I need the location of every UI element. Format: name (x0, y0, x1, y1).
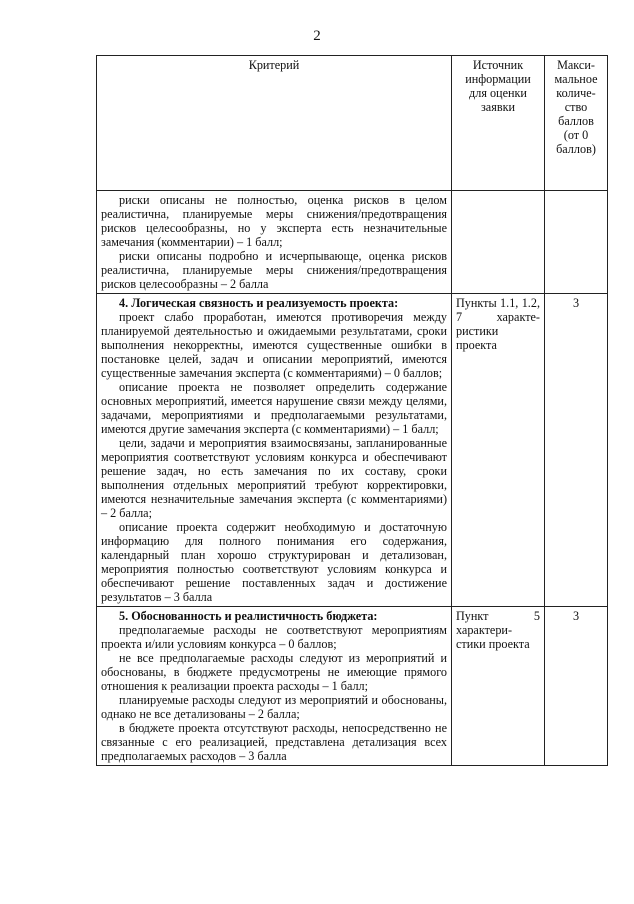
header-max-points: Макси-мальное количе-ство баллов (от 0 баллов) (545, 56, 608, 191)
section4-title: 4. Логическая связность и реализуемость проекта: (119, 296, 399, 310)
criteria-table (96, 55, 608, 766)
section4-paragraph: описание проекта содержит необходимую и достаточную информацию для полного понимания его содержания, календарный план хорошо структурирован и детализован, мероприятия полностью соответствуют условиям конкурса и обеспечивают решение поставленных задач и достижение результатов – 3 балла (101, 520, 447, 604)
continuation-paragraph: риски описаны не полностью, оценка рисков в целом реалистична, планируемые меры снижения/предотвращения рисков целесообразны, но у эксперта есть незначительные замечания (комментарии) – 1 балл; (101, 193, 447, 249)
section5-source: Пункт 5 характери-стики проекта (456, 609, 540, 651)
continuation-paragraph: риски описаны подробно и исчерпывающе, оценка рисков реалистична, планируемые меры снижения/предотвращения рисков целесообразны – 2 балла (101, 249, 447, 291)
section5-points-cell (545, 607, 608, 766)
page-number: 2 (313, 28, 321, 44)
section5-max-points: 3 (572, 609, 580, 623)
continuation-source-cell (452, 191, 545, 294)
section5-paragraph: предполагаемые расходы не соответствуют мероприятиям проекта и/или условиям конкурса – 0 баллов; (101, 623, 447, 651)
section4-max-points: 3 (572, 296, 580, 310)
table-row-section-5 (97, 607, 608, 766)
section4-source: Пункты 1.1, 1.2, 7 характе-ристики проекта (456, 296, 540, 352)
section4-source-cell (452, 294, 545, 607)
table-header-row (97, 56, 608, 191)
section5-paragraph: планируемые расходы следуют из мероприятий и обоснованы, однако не все детализованы – 2 балла; (101, 693, 447, 721)
section4-paragraph: проект слабо проработан, имеются противоречия между планируемой деятельностью и ожидаемыми результатами, сроки выполнения некорректны, имеются существенные ошибки в постановке целей, задач и описании мероприятий, имеются существенные замечания эксперта (с комментариями) – 0 баллов; (101, 310, 447, 380)
continuation-cell (97, 191, 452, 294)
table-row-section-4 (97, 294, 608, 607)
section5-criterion-cell (97, 607, 452, 766)
header-source: Источник информации для оценки заявки (452, 56, 545, 191)
section5-title: 5. Обоснованность и реалистичность бюджета: (119, 609, 378, 623)
section4-criterion-cell (97, 294, 452, 607)
table-row-continuation (97, 191, 608, 294)
section5-paragraph: в бюджете проекта отсутствуют расходы, непосредственно не связанные с его реализацией, представлена детализация всех предполагаемых расходов – 3 балла (101, 721, 447, 763)
section4-paragraph: описание проекта не позволяет определить содержание основных мероприятий, имеется нарушение связи между целями, задачами, мероприятиями и предполагаемыми результатами, имеются другие замечания эксперта (с комментариями) – 1 балл; (101, 380, 447, 436)
section4-paragraph: цели, задачи и мероприятия взаимосвязаны, запланированные мероприятия соответствуют условиям конкурса и обеспечивают решение задач, но есть замечания по их составу, сроки выполнения отдельных мероприятий требуют корректировки, имеются незначительные замечания эксперта (с комментариями) – 2 балла; (101, 436, 447, 520)
section5-source-cell (452, 607, 545, 766)
continuation-points-cell (545, 191, 608, 294)
section5-paragraph: не все предполагаемые расходы следуют из мероприятий и обоснованы, в бюджете предусмотрены не имеющие прямого отношения к реализации проекта расходы – 1 балл; (101, 651, 447, 693)
section4-points-cell (545, 294, 608, 607)
header-criterion: Критерий (97, 56, 452, 191)
